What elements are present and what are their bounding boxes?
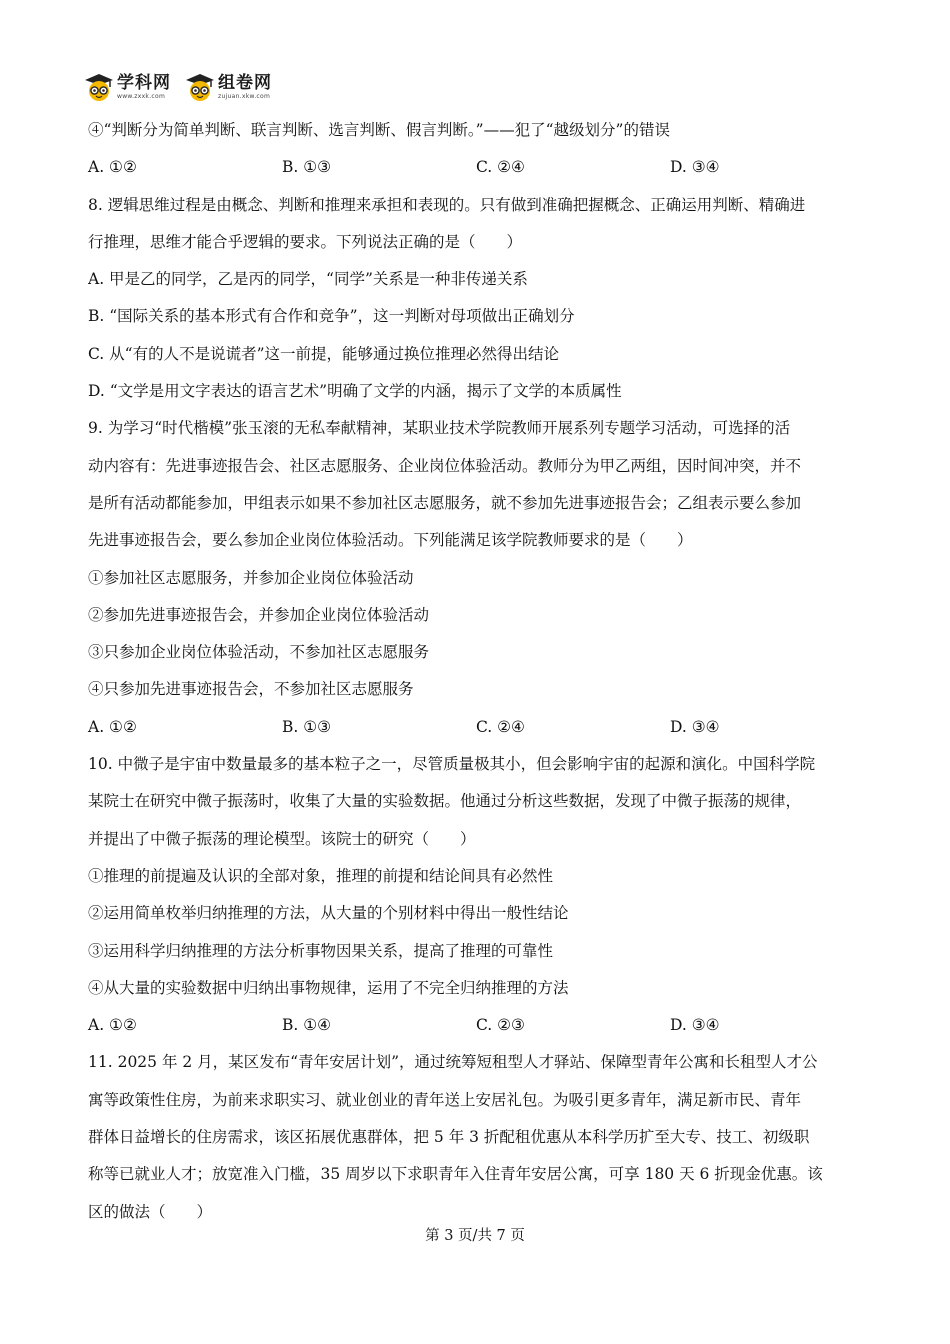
text-line: 11. 2025 年 2 月，某区发布“青年安居计划”，通过统筹短租型人才驿站、保障型青年公寓和长租型人才公: [88, 1053, 818, 1072]
answer-option: B. ①③: [282, 158, 332, 177]
answer-options: [88, 1007, 864, 1044]
zxxk-logo: [84, 72, 171, 102]
answer-option: C. ②④: [476, 158, 525, 177]
text-line: 某院士在研究中微子振荡时，收集了大量的实验数据。他通过分析这些数据，发现了中微子振荡的规律，: [88, 792, 802, 811]
text-line: 群体日益增长的住房需求，该区拓展优惠群体，把 5 年 3 折配租优惠从本科学历扩至大专、技工、初级职: [88, 1128, 810, 1147]
document-body: [88, 112, 864, 1231]
zujuan-logo-url: zujuan.xkw.com: [218, 92, 271, 100]
answer-option: A. ①②: [88, 1016, 137, 1035]
text-line: 寓等政策性住房，为前来求职实习、就业创业的青年送上安居礼包。为吸引更多青年，满足新市民、青年: [88, 1090, 802, 1109]
page-header: [84, 70, 272, 104]
text-line: D. “文学是用文字表达的语言艺术”明确了文学的内涵，揭示了文学的本质属性: [88, 382, 622, 401]
text-line: ②运用简单枚举归纳推理的方法，从大量的个别材料中得出一般性结论: [88, 904, 569, 923]
text-line: 并提出了中微子振荡的理论模型。该院士的研究（ ）: [88, 829, 476, 848]
answer-option: D. ③④: [670, 158, 720, 177]
page-number: 第 3 页/共 7 页: [425, 1228, 525, 1244]
answer-option: C. ②④: [476, 717, 525, 736]
text-line: ④“判断分为简单判断、联言判断、选言判断、假言判断。”——犯了“越级划分”的错误: [88, 121, 670, 139]
answer-option: A. ①②: [88, 717, 137, 736]
text-line: 行推理，思维才能合乎逻辑的要求。下列说法正确的是（ ）: [88, 232, 523, 251]
text-line: ③只参加企业岗位体验活动，不参加社区志愿服务: [88, 643, 430, 662]
text-line: B. “国际关系的基本形式有合作和竞争”，这一判断对母项做出正确划分: [88, 307, 575, 326]
text-line: 先进事迹报告会，要么参加企业岗位体验活动。下列能满足该学院教师要求的是（ ）: [88, 531, 693, 550]
text-line: 区的做法（ ）: [88, 1202, 213, 1221]
zxxk-logo-url: www.zxxk.com: [117, 92, 166, 100]
text-line: 称等已就业人才；放宽准入门槛，35 周岁以下求职青年入住青年安居公寓，可享 180 天 6 折现金优惠。该: [88, 1165, 823, 1184]
answer-option: D. ③④: [670, 1016, 720, 1035]
answer-option: C. ②③: [476, 1016, 525, 1035]
text-line: 动内容有：先进事迹报告会、社区志愿服务、企业岗位体验活动。教师分为甲乙两组，因时间冲突，并不: [88, 456, 802, 475]
answer-options: [88, 149, 864, 186]
text-line: 是所有活动都能参加，甲组表示如果不参加社区志愿服务，就不参加先进事迹报告会；乙组表示要么参加: [88, 493, 802, 512]
answer-option: B. ①③: [282, 717, 332, 736]
text-line: ①推理的前提遍及认识的全部对象，推理的前提和结论间具有必然性: [88, 866, 554, 885]
zujuan-logo-name: 组卷网: [218, 72, 272, 93]
text-line: C. 从“有的人不是说谎者”这一前提，能够通过换位推理必然得出结论: [88, 344, 560, 363]
text-line: ④从大量的实验数据中归纳出事物规律，运用了不完全归纳推理的方法: [88, 978, 569, 997]
text-line: 9. 为学习“时代楷模”张玉滚的无私奉献精神，某职业技术学院教师开展系列专题学习活动，可选择的活: [88, 419, 791, 438]
answer-option: A. ①②: [88, 158, 137, 177]
answer-options: [88, 709, 864, 746]
text-line: 10. 中微子是宇宙中数量最多的基本粒子之一，尽管质量极其小，但会影响宇宙的起源和演化。中国科学院: [88, 755, 816, 774]
zxxk-logo-name: 学科网: [117, 72, 171, 93]
zujuan-logo: [185, 72, 272, 102]
text-line: ②参加先进事迹报告会，并参加企业岗位体验活动: [88, 605, 430, 624]
text-line: ④只参加先进事迹报告会，不参加社区志愿服务: [88, 680, 414, 699]
answer-option: B. ①④: [282, 1016, 332, 1035]
text-line: ③运用科学归纳推理的方法分析事物因果关系，提高了推理的可靠性: [88, 941, 554, 960]
text-line: 8. 逻辑思维过程是由概念、判断和推理来承担和表现的。只有做到准确把握概念、正确运用判断、精确进: [88, 195, 806, 214]
text-line: A. 甲是乙的同学，乙是丙的同学，“同学”关系是一种非传递关系: [88, 270, 528, 289]
text-line: ①参加社区志愿服务，并参加企业岗位体验活动: [88, 568, 414, 587]
graduate-owl-icon: [185, 72, 215, 102]
answer-option: D. ③④: [670, 717, 720, 736]
graduate-owl-icon: [84, 72, 114, 102]
